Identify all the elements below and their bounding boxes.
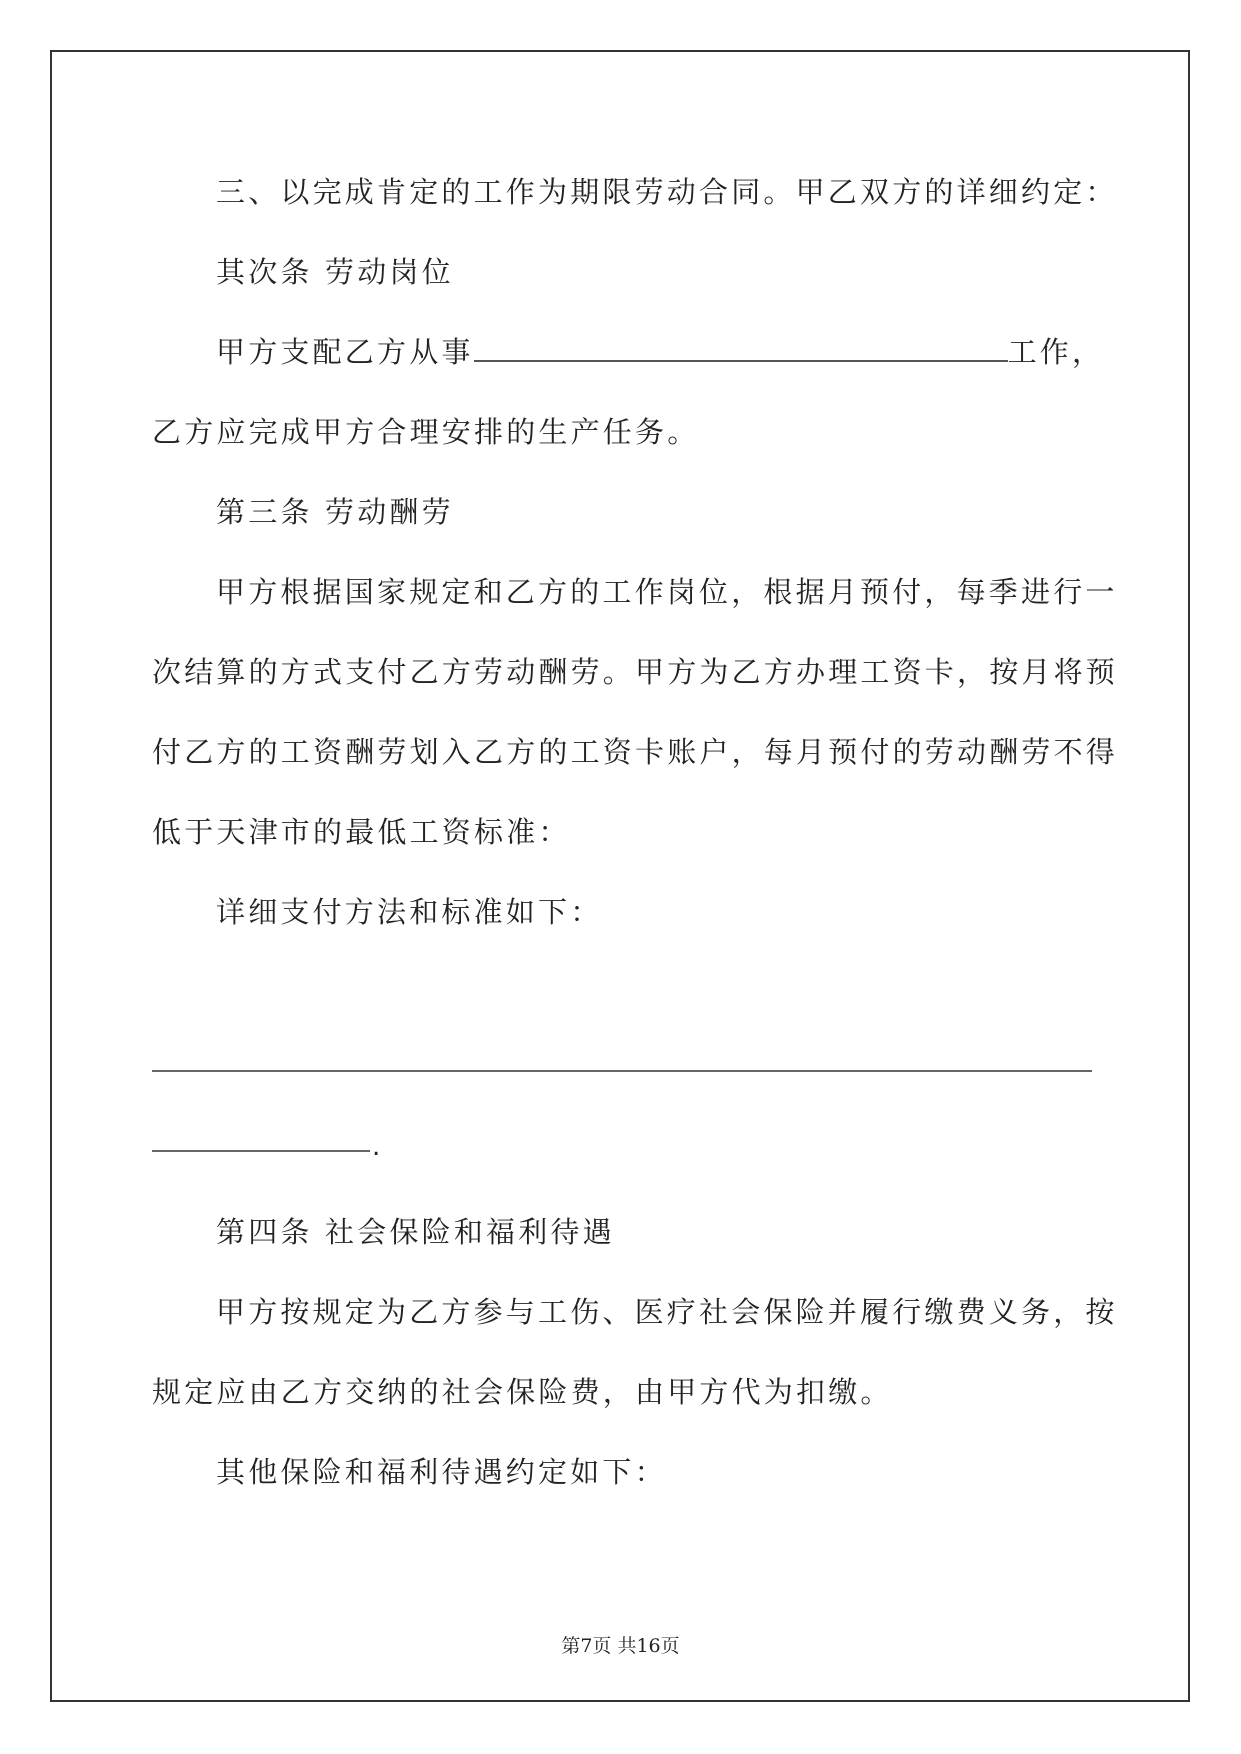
job-assignment-text-end: 工作， — [1007, 335, 1105, 369]
paragraph-remuneration-line-3: 付乙方的工资酬劳划入乙方的工资卡账户，每月预付的劳动酬劳不得 — [152, 735, 1119, 769]
job-assignment-text-start: 甲方支配乙方从事 — [216, 335, 474, 369]
paragraph-social-insurance-line-2: 规定应由乙方交纳的社会保险费，由甲方代为扣缴。 — [152, 1375, 893, 1409]
paragraph-payment-method: 详细支付方法和标准如下： — [216, 895, 603, 929]
payment-blank-period: . — [372, 1132, 381, 1162]
paragraph-other-benefits: 其他保险和福利待遇约定如下： — [216, 1455, 667, 1489]
heading-article-4: 第四条 社会保险和福利待遇 — [216, 1215, 615, 1249]
page-number-footer: 第7页 共16页 — [561, 1635, 680, 1657]
heading-article-2: 其次条 劳动岗位 — [216, 255, 454, 289]
job-blank-line — [474, 336, 1008, 362]
paragraph-job-assignment — [216, 332, 1104, 372]
paragraph-remuneration-line-2: 次结算的方式支付乙方劳动酬劳。甲方为乙方办理工资卡，按月将预 — [152, 655, 1119, 689]
paragraph-employment-term: 三、以完成肯定的工作为期限劳动合同。甲乙双方的详细约定： — [216, 175, 1118, 209]
payment-blank-line-full — [152, 1070, 1092, 1072]
paragraph-remuneration-line-4: 低于天津市的最低工资标准： — [152, 815, 571, 849]
paragraph-remuneration-line-1: 甲方根据国家规定和乙方的工作岗位，根据月预付，每季进行一 — [216, 575, 1118, 609]
heading-article-3: 第三条 劳动酬劳 — [216, 495, 454, 529]
payment-blank-line-short — [152, 1150, 370, 1152]
paragraph-job-tasks: 乙方应完成甲方合理安排的生产任务。 — [152, 415, 700, 449]
paragraph-social-insurance-line-1: 甲方按规定为乙方参与工伤、医疗社会保险并履行缴费义务，按 — [216, 1295, 1118, 1329]
